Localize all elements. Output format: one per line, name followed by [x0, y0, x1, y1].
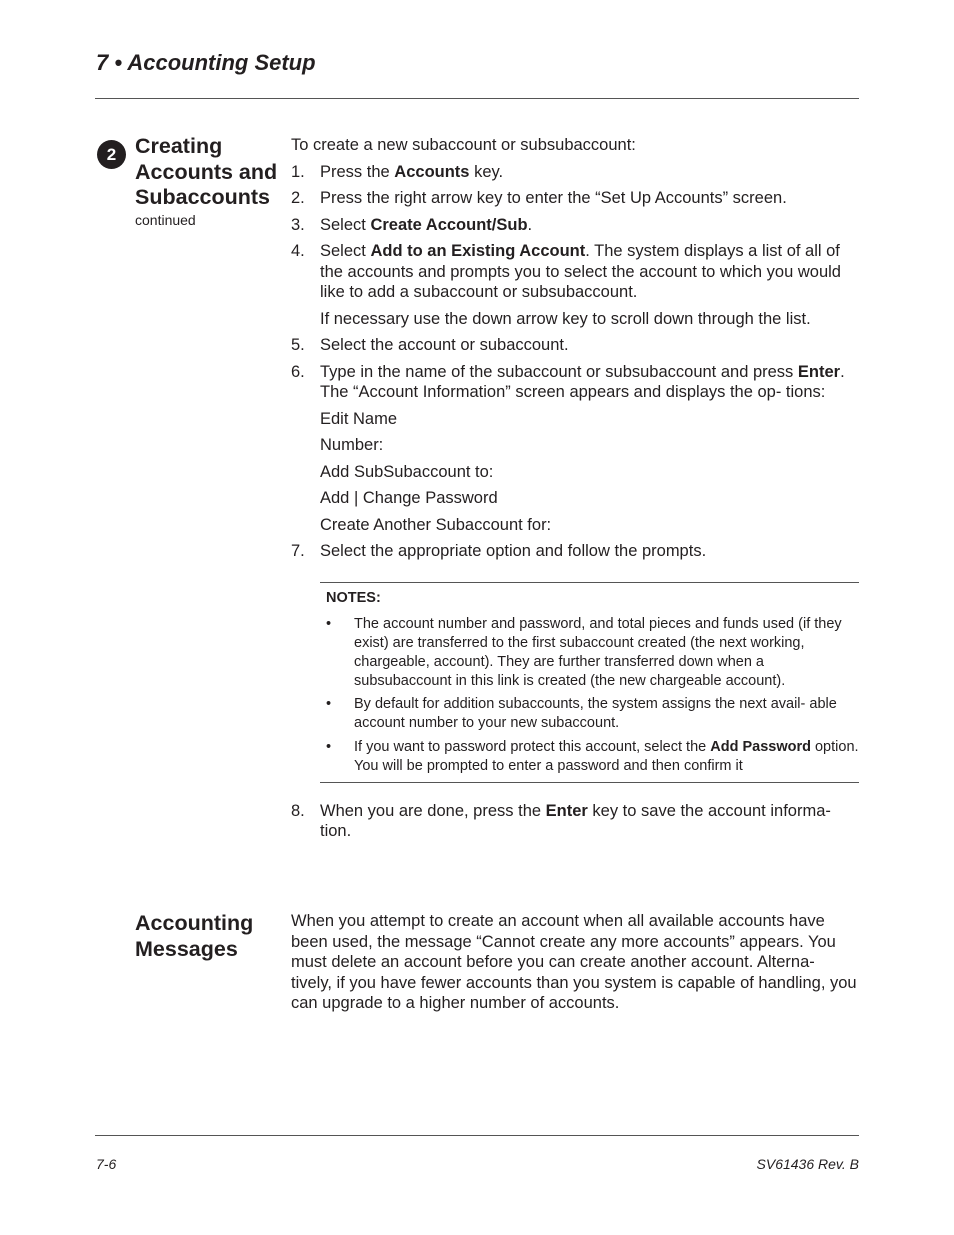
step-8 — [291, 801, 859, 842]
continued-label: continued — [135, 212, 196, 228]
option-edit-name: Edit Name — [320, 409, 398, 428]
page-number: 7-6 — [96, 1156, 117, 1172]
option-number: Number: — [320, 436, 384, 454]
step-3 — [291, 215, 859, 236]
bullet: • — [326, 696, 332, 713]
bullet: • — [326, 739, 332, 756]
step-2 — [291, 188, 859, 209]
step-1 — [291, 162, 859, 183]
step-number: 1. — [291, 162, 305, 181]
section-number-badge: 2 — [97, 140, 126, 169]
step-number: 5. — [291, 336, 305, 354]
step-text: Select the account or subaccount. — [320, 336, 569, 354]
step-text: Select the appropriate option and follow the prompts. — [320, 542, 707, 560]
section-heading-accounting-messages: Accounting Messages — [135, 911, 254, 961]
footer-rule — [95, 1135, 859, 1136]
step-number: 7. — [291, 542, 305, 560]
step-text: Select Add to an Existing Account. The system displays a list of all of the accounts and prompts you to select the account to which you would like to add a subaccount or subsubaccount. — [320, 242, 841, 301]
intro-text: To create a new subaccount or subsubaccount: — [291, 136, 636, 154]
notes-label: NOTES: — [326, 589, 381, 606]
step-text: When you are done, press the Enter key to save the account informa- tion. — [320, 801, 831, 841]
notes-box — [320, 582, 859, 783]
option-add-change-password: Add | Change Password — [320, 489, 498, 507]
step-7 — [291, 541, 859, 562]
step-text: Type in the name of the subaccount or subsubaccount and press Enter. The “Account Information” screen appears and displays the op- tions: — [320, 362, 845, 401]
step-number: 2. — [291, 189, 305, 207]
step-4-note: If necessary use the down arrow key to scroll down through the list. — [320, 309, 811, 328]
option-add-subsubaccount: Add SubSubaccount to: — [320, 462, 494, 481]
bullet: • — [326, 616, 332, 633]
step-number: 4. — [291, 242, 305, 260]
note-text: The account number and password, and total pieces and funds used (if they exist) are transferred to the first subaccount created (the next working, chargeable, account). They are further transferred down when a subsubaccount in this link is created (the new chargeable account). — [354, 616, 842, 689]
chapter-title: 7 • Accounting Setup — [96, 50, 316, 75]
note-text: If you want to password protect this account, select the Add Password option. You will be prompted to enter a password and then confirm it — [354, 739, 859, 774]
step-text: Press the right arrow key to enter the “Set Up Accounts” screen. — [320, 189, 787, 207]
header-rule — [95, 98, 859, 99]
note-item — [326, 738, 859, 776]
section-heading-creating-accounts: Creating Accounts and Subaccounts — [135, 134, 278, 209]
step-text: Select Create Account/Sub. — [320, 215, 533, 234]
step-number: 8. — [291, 801, 305, 820]
document-id: SV61436 Rev. B — [756, 1156, 859, 1172]
accounting-messages-body: When you attempt to create an account when all available accounts have been used, the message “Cannot create any more accounts” appears. You must delete an account before you can create another account. Alterna- tively, if you have fewer accounts than you system is capable of handling, you can upgrade to a higher number of accounts. — [291, 912, 857, 1012]
step-number: 6. — [291, 362, 305, 381]
step-4 — [291, 241, 859, 303]
section-body-creating-accounts — [291, 135, 859, 848]
note-item — [326, 695, 859, 733]
step-number: 3. — [291, 215, 305, 234]
step-text: Press the Accounts key. — [320, 162, 504, 181]
step-5 — [291, 335, 859, 356]
option-create-another-subaccount: Create Another Subaccount for: — [320, 515, 552, 534]
note-item — [326, 615, 859, 690]
step-6 — [291, 362, 859, 403]
note-text: By default for addition subaccounts, the system assigns the next avail- able account number to your new subaccount. — [354, 696, 837, 732]
